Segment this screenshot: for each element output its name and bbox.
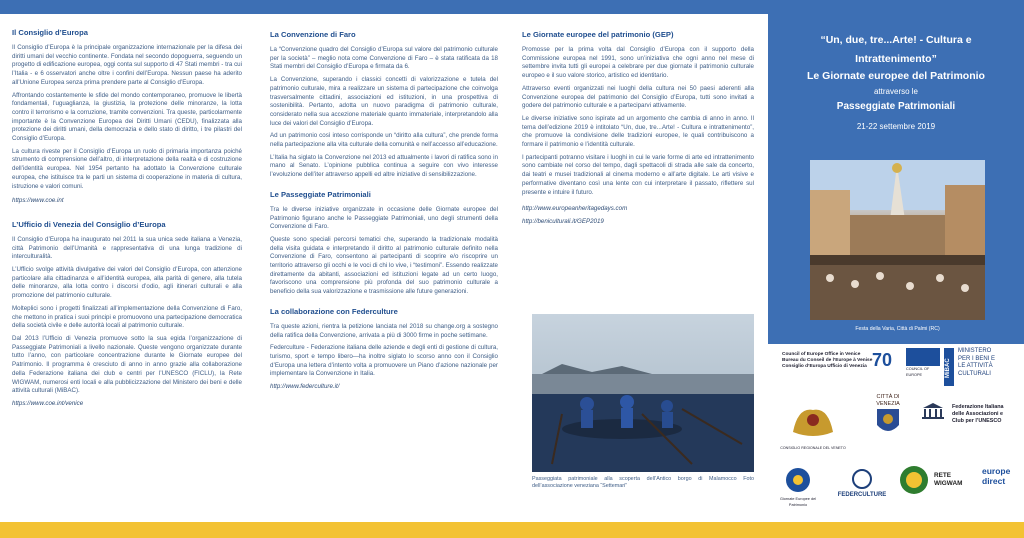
- paragraph: Dal 2013 l’Ufficio di Venezia promuove sotto la sua egida l’organizzazione di Passeggiate Patrimoniali a livello nazionale. Queste vengono organizzate durante tutto l’anno, con particolare concentrazione durante le Giornate europee del Patrimonio. Il programma è cresciuto di anno in anno grazie alla collaborazione della Federazione italiana dei club e centri per l’UNESCO (FICLU), la Rete WIGWAM, numerosi enti locali e alla pubblicizzazione del Ministero dei beni e delle attività culturali (MiBAC).: [12, 334, 242, 395]
- paragraph: Queste sono speciali percorsi tematici che, superando la tradizionale modalità della visita guidata e interpretando il diritto al patrimonio culturale definito nella Convenzione di Faro, consentono ai partecipanti di scoprire e/o riscoprire un territorio attraverso gli occhi e le voci di chi lo vive, i “testimoni”. Essendo realizzate direttamente da abitanti, associazioni ed istituzioni legate ad un certo luogo, favoriscono una comprensione più profonda del suo patrimonio culturale a beneficio della sua valorizzazione e trasmissione alle future generazioni.: [270, 235, 498, 296]
- logo-text: FEDERCULTURE: [837, 492, 887, 498]
- logo-text: MINISTERO: [958, 348, 992, 354]
- photo-festa-varia: [810, 160, 985, 320]
- logo-text: Federazione Italiana: [952, 404, 1004, 410]
- paragraph: Affrontando costantemente le sfide del mondo contemporaneo, promuove le libertà fondamentali, l’uguaglianza, la giustizia, la protezione delle minoranze, la lotta contro il terrorismo e la corruzione, tramite convenzioni. Tra queste, particolarmente importante è la Convenzione Europea dei Diritti Umani (CEDU), finalizzata alla protezione dei diritti umani, della democrazia e dello stato di diritto, i tre pilastri del Consiglio d’Europa.: [12, 91, 242, 143]
- top-band: [0, 0, 1024, 14]
- heading-heritage-walks: Le Passeggiate Patrimoniali: [270, 189, 371, 199]
- logo-text: CONSIGLIO REGIONALE DEL VENETO: [780, 446, 846, 450]
- photo-caption: Passeggiata patrimoniale alla scoperta dell’Antico borgo di Malamocco Foto dell’associazione veneziana “Settemari”: [532, 476, 754, 489]
- eu-flag-icon: [906, 348, 940, 366]
- title-line: Intrattenimento”: [855, 53, 937, 65]
- logo-citta-venezia: [868, 394, 908, 440]
- title-line: Le Giornate europee del Patrimonio: [807, 70, 985, 82]
- paragraph: Ad un patrimonio così inteso corrisponde un “diritto alla cultura”, che prende forma nella partecipazione alla vita culturale della comunità e nell’accesso all’educazione.: [270, 132, 498, 149]
- logo-text: Giornate Europee del Patrimonio: [779, 497, 817, 507]
- paragraph: Tra le diverse iniziative organizzate in occasione delle Giornate europee del Patrimonio figurano anche le Passeggiate Patrimoniali, uno degli strumenti della Convenzione di Faro.: [270, 205, 498, 231]
- logo-text: Club per l’UNESCO: [952, 417, 1002, 424]
- logo-coe-flag: [906, 348, 940, 377]
- panel-faro-convention: [256, 14, 512, 538]
- paragraph: Il Consiglio d’Europa ha inaugurato nel 2011 la sua unica sede italiana a Venezia, città Patrimonio dell’Umanità e rappresentativa di una lunga tradizione di interculturalità.: [12, 235, 242, 261]
- panel-cover: [768, 14, 1024, 538]
- panel-council-of-europe: [0, 14, 256, 538]
- link-federculture[interactable]: http://www.federculture.it/: [270, 383, 340, 391]
- title-line: attraverso le: [873, 87, 919, 96]
- paragraph: Il Consiglio d’Europa è la principale organizzazione internazionale per la difesa dei diritti umani del vecchio continente. Fondata nel secondo dopoguerra, seguendo un progetto di edificazione europea, oggi conta sul supporto di 47 Stati membri - tra cui l’Italia - e 6 osservatori anche oltre i confini dell’Europa. Nessun paese ha aderito all’Unione Europea senza prima prendere parte al Consiglio d’Europa.: [12, 44, 242, 86]
- logo-text: RETE: [934, 472, 952, 479]
- heading-federculture: La collaborazione con Federculture: [270, 306, 398, 316]
- logo-text: CULTURALI: [958, 370, 991, 377]
- paragraph: La cultura riveste per il Consiglio d’Europa un ruolo di primaria importanza poiché strumento di comprensione dell’altro, di interpretazione della realtà e di costruzione dell’identità europea. Nel 1954 pertanto ha adottato la Convenzione culturale europea, che istituisce tra le parti un sistema di cooperazione in materia di cultura, istruzione e valori comuni.: [12, 147, 242, 190]
- partner-logos: [768, 344, 1024, 522]
- paragraph: Le diverse iniziative sono ispirate ad un argomento che cambia di anno in anno. Il tema dell’edizione 2019 è intitolato “Un, due, tre...Arte! - Cultura e intrattenimento”, che promuove la condivisione delle tradizioni europee, le quali contribuiscono a formare il patrimonio e l’identità culturale.: [522, 114, 754, 149]
- logo-text: MiBAC: [945, 358, 951, 378]
- logo-ficlu: [952, 404, 1022, 424]
- title-line: Passeggiate Patrimoniali: [836, 101, 956, 112]
- logo-veneto: [778, 402, 848, 451]
- logo-text: COUNCIL OF EUROPE: [906, 367, 930, 377]
- logo-text: WIGWAM: [934, 480, 963, 487]
- paragraph: Tra queste azioni, rientra la petizione lanciata nel 2018 su change.org a sostegno della ratifica della Convenzione, arrivata a più di 3000 firme in poche settimane.: [270, 322, 498, 339]
- link-venice[interactable]: https://www.coe.int/venice: [12, 399, 84, 407]
- logo-text: europe: [982, 466, 1011, 476]
- logo-mibac-bar: [944, 348, 954, 386]
- heading-council: Il Consiglio d’Europa: [12, 28, 88, 37]
- logo-coe-venice: [782, 352, 874, 370]
- paragraph: Promosse per la prima volta dal Consiglio d’Europa con il supporto della Commissione europea nel 1991, sono un’iniziativa che ogni anno nel mese di settembre invita tutti gli europei a celebrare per due giornate il patrimonio culturale europeo e il suo valore storico, artistico ed identitario.: [522, 46, 754, 80]
- event-dates: 21-22 settembre 2019: [856, 122, 936, 131]
- logo-text: CITTÀ DI: [876, 394, 900, 400]
- cover-photo-caption: Festa della Varia, Città di Palmi (RC): [855, 326, 940, 332]
- lion-of-venice-icon: [788, 402, 838, 442]
- logo-nature-badge: [898, 464, 930, 499]
- paragraph: La Convenzione, superando i classici concetti di valorizzazione e tutela del patrimonio culturale, mira a realizzare un sistema di partecipazione che coinvolga trasversalmente cittadini, associazioni ed istituzioni, in una prospettiva di sostenibilità. Pertanto, adotta un nuovo paradigma di patrimonio culturale, considerato nella sua accezione materiale quanto immateriale, interpretandolo alla luce dei valori del Consiglio d’Europa.: [270, 76, 498, 127]
- logo-europe-direct: [982, 466, 1022, 486]
- gep-stars-icon: [783, 466, 813, 494]
- bottom-band: [0, 522, 1024, 538]
- logo-text: Council of Europe Office in Venice: [782, 352, 861, 357]
- logo-gep: [776, 466, 820, 508]
- panel-heritage-days: [512, 14, 768, 538]
- logo-mibac: [958, 348, 1022, 378]
- paragraph: L’Ufficio svolge attività divulgative dei valori del Consiglio d’Europa, con attenzione particolare alla cittadinanza e all’identità europea, alla parità di genere, alla tutela delle minoranze, alla lotta contro i discorsi d’odio, agli itinerari culturali e alla promozione del patrimonio culturale.: [12, 266, 242, 300]
- heading-gep: Le Giornate europee del patrimonio (GEP): [522, 30, 674, 39]
- logo-text: Consiglio d’Europa Ufficio di Venezia: [782, 364, 867, 369]
- logo-text: LE ATTIVITÀ: [958, 363, 993, 369]
- logo-text: Bureau du Conseil de l’Europe à Venise: [782, 358, 873, 363]
- link-mibac-gep[interactable]: http://beniculturali.it/GEP2019: [522, 217, 604, 225]
- title-line: “Un, due, tre...Arte! - Cultura e: [820, 34, 972, 46]
- paragraph: Attraverso eventi organizzati nei luoghi della cultura nei 50 paesi aderenti alla Convenzione europea del patrimonio del Consiglio d’Europa, tutti sono invitati a godere del patrimonio culturale e a parteciparvi attivamente.: [522, 84, 754, 110]
- paragraph: Molteplici sono i progetti finalizzati all’implementazione della Convenzione di Faro, che mettono in pratica i suoi principi e promuovono una partecipazione democratica della società civile e delle autorità locali al patrimonio culturale.: [12, 304, 242, 330]
- logo-rete-wigwam: [934, 472, 982, 488]
- green-circle-badge-icon: [898, 464, 930, 496]
- lagoon-illustration: [532, 314, 754, 472]
- logo-text: PER I BENI E: [958, 355, 996, 362]
- link-ehd[interactable]: http://www.europeanheritagedays.com: [522, 205, 628, 213]
- logo-text: VENEZIA: [876, 400, 900, 407]
- paragraph: La “Convenzione quadro del Consiglio d’Europa sul valore del patrimonio culturale per la società” – meglio nota come Convenzione di Faro – è stata ratificata da 18 Stati membri del Consiglio d’Europa e firmata da 6.: [270, 46, 498, 71]
- festival-illustration: [810, 160, 985, 320]
- federculture-icon: [850, 468, 874, 490]
- logo-70-years: 70: [872, 350, 893, 370]
- cover-title: [774, 32, 1018, 135]
- paragraph: Federculture - Federazione italiana delle aziende e degli enti di gestione di cultura, turismo, sport e tempo libero—ha inoltre siglato lo scorso anno con il Consiglio d’Europa una lettera d’intento volta a promuovere un Piano d’azione nazionale per implementare la Convenzione in Italia.: [270, 344, 498, 378]
- unesco-temple-icon: [921, 402, 945, 420]
- link-coe[interactable]: https://www.coe.int: [12, 197, 64, 205]
- heading-faro: La Convenzione di Faro: [270, 30, 356, 39]
- paragraph: L’Italia ha siglato la Convenzione nel 2013 ed attualmente i lavori di ratifica sono in mano al Senato. L’opinione pubblica continua a seguire con vivo interesse l’evoluzione dell’iter attraverso appelli ed altre iniziative di sensibilizzazione.: [270, 153, 498, 179]
- logo-federculture: [828, 468, 896, 498]
- venice-coat-of-arms-icon: [875, 407, 901, 437]
- paragraph: I partecipanti potranno visitare i luoghi in cui le varie forme di arte ed intrattenimento sono cambiate nel corso del tempo, dagli spettacoli di strada alle sale da concerto, dai teatri e musei tradizionali al cinema moderno e all’arte digitale. Le arti visive e performative diventano così una lente con cui interpretare il passato, riflettere sul presente e intuire il futuro.: [522, 153, 754, 196]
- logo-text: direct: [982, 476, 1006, 486]
- logo-text: delle Associazioni e: [952, 410, 1004, 417]
- logo-unesco: [918, 402, 948, 423]
- photo-rowing-lagoon: [532, 314, 754, 472]
- heading-venice-office: L’Ufficio di Venezia del Consiglio d’Europa: [12, 219, 166, 229]
